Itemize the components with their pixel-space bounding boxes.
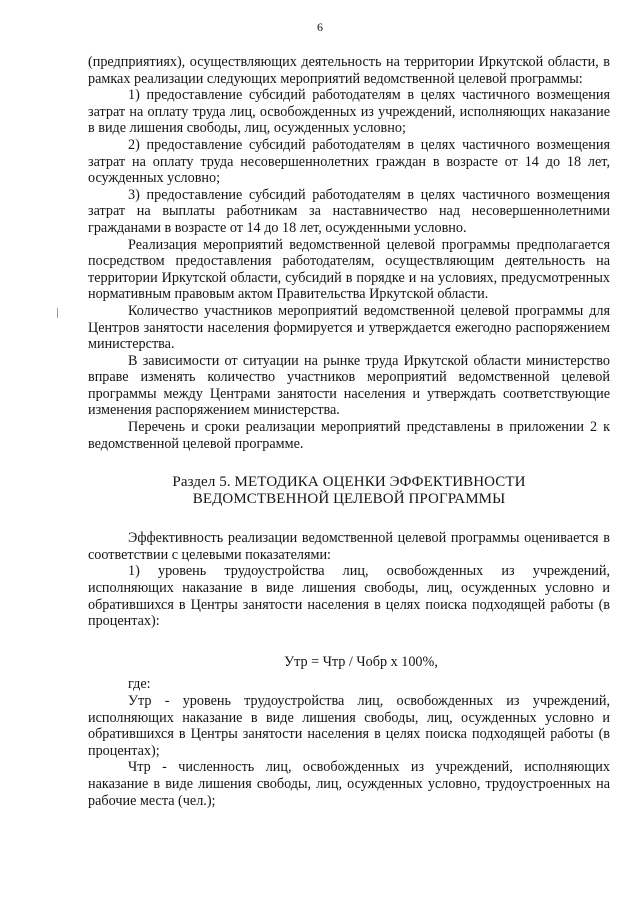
section-heading [88, 474, 610, 508]
section-heading-line2: ВЕДОМСТВЕННОЙ ЦЕЛЕВОЙ ПРОГРАММЫ [192, 491, 506, 508]
paragraph-p9: 1) уровень трудоустройства лиц, освобожденных из учреждений, исполняющих наказание в виде лишения свободы, лиц, осужденных условно и обратившихся в Центры занятости населения в целях поиска подходящей работы (в процентах): [88, 563, 610, 630]
paragraph-p11: Чтр - численность лиц, освобожденных из учреждений, исполняющих наказание в виде лишения свободы, лиц, осужденных условно, трудоустроенных на рабочие места (чел.); [88, 759, 610, 809]
where-label: где: [128, 676, 151, 693]
paragraphs-bottom [88, 693, 610, 809]
paragraphs-top [88, 54, 610, 452]
paragraph-p7: Перечень и сроки реализации мероприятий представлены в приложении 2 к ведомственной целевой программе. [88, 419, 610, 452]
paragraph-p4: Реализация мероприятий ведомственной целевой программы предполагается посредством предоставления работодателям, осуществляющим деятельность на территории Иркутской области, субсидий в порядке и на условиях, предусмотренных нормативным правовым актом Правительства Иркутской области. [88, 236, 610, 303]
paragraph-p1: 1) предоставление субсидий работодателям в целях частичного возмещения затрат на оплату труда лиц, освобожденных из учреждений, исполняющих наказание в виде лишения свободы, лиц, осужденных условно; [88, 87, 610, 137]
section-heading-line1: Раздел 5. МЕТОДИКА ОЦЕНКИ ЭФФЕКТИВНОСТИ [172, 474, 526, 491]
paragraph-p5: Количество участников мероприятий ведомственной целевой программы для Центров занятости населения формируется и утверждается ежегодно распоряжением министерства. [88, 302, 610, 353]
margin-mark [57, 308, 58, 318]
paragraph-p3: 3) предоставление субсидий работодателям в целях частичного возмещения затрат на выплаты работникам за наставничество над несовершеннолетними гражданами в возрасте от 14 до 18 лет, осужденными условно. [88, 186, 610, 236]
paragraphs-mid [88, 530, 610, 630]
paragraph-p8: Эффективность реализации ведомственной целевой программы оценивается в соответствии с целевыми показателями: [88, 530, 610, 563]
paragraph-p0: (предприятиях), осуществляющих деятельность на территории Иркутской области, в рамках реализации следующих мероприятий ведомственной целевой программы: [88, 54, 610, 87]
document-body [88, 54, 610, 809]
paragraph-p2: 2) предоставление субсидий работодателям в целях частичного возмещения затрат на оплату труда несовершеннолетних граждан в возрасте от 14 до 18 лет, осужденных условно; [88, 136, 610, 187]
formula: Утр = Чтр / Чобр х 100%, [284, 653, 438, 670]
page-number: 6 [317, 20, 323, 34]
paragraph-p10: Утр - уровень трудоустройства лиц, освобожденных из учреждений, исполняющих наказание в виде лишения свободы, лиц, осужденных условно и обратившихся в Центры занятости населения в целях поиска подходящей работы (в процентах); [88, 693, 610, 759]
paragraph-p6: В зависимости от ситуации на рынке труда Иркутской области министерство вправе изменять количество участников мероприятий ведомственной целевой программы между Центрами занятости населения и утверждать соответствующие изменения распоряжением министерства. [88, 352, 610, 419]
